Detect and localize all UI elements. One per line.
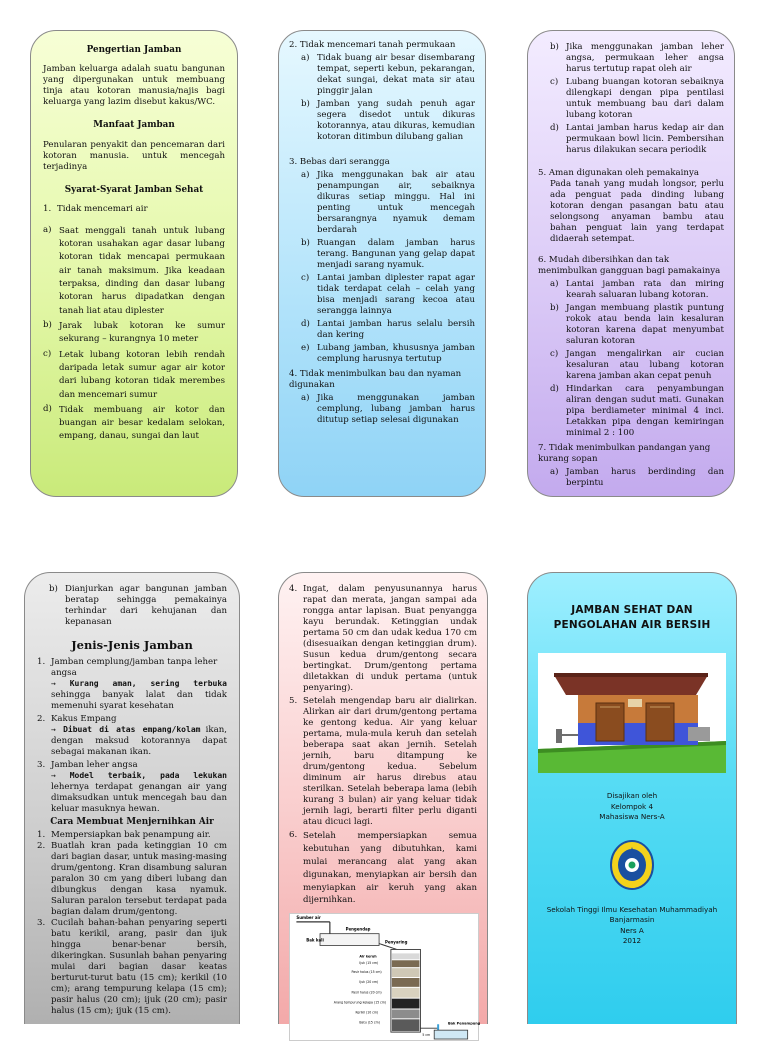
diagram-label: Air keruh xyxy=(359,954,377,959)
list-item: 3. Cucilah bahan-bahan penyaring seperti batu kerikil, arang, pasir dan ijuk hingga benar-benar bersih, dikeringkan. Susunlah bahan penyaring mulai dari bagian dasar keatas berturut-turut batu (15 cm); kerikil (10 cm); arang tempurung kelapa (15 cm); pasir halus (20 cm); ijuk (20 cm); pasir halus (15 cm); ijuk (15 cm). xyxy=(37,917,227,1016)
list-heading: 2. Tidak mencemari tanah permukaan xyxy=(289,40,456,50)
panel-syarat-lanjutan xyxy=(278,30,486,497)
list-item: 1. Jamban cemplung/jamban tanpa leher angsa xyxy=(37,656,218,678)
heading-syarat: Syarat-Syarat Jamban Sehat xyxy=(64,184,204,195)
panel-pengertian xyxy=(30,30,238,497)
list-item: b) Jarak lubak kotoran ke sumur sekurang – kurangnya 10 meter xyxy=(43,319,225,345)
list-item: a) Jika menggunakan bak air atau penampungan air, sebaiknya dikuras setiap minggu. Hal ini penting untuk mencegah bersarangnya nyamuk demam berdarah xyxy=(301,170,475,235)
list-note: → Kurang aman, sering terbuka sehingga banyak lalat dan tidak memenuhi syarat kesehatan xyxy=(51,678,227,711)
list-item: b) Jangan membuang plastik puntung rokok atau benda lain kesaluran kotoran karena dapat menyumbat saluran kotoran xyxy=(550,303,724,346)
presented-by: Disajikan oleh Kelompok 4 Mahasiswa Ners-A xyxy=(599,791,665,822)
panel-cara-lanjutan xyxy=(278,572,488,1038)
heading-pengertian: Pengertian Jamban xyxy=(86,45,182,55)
list-item: c) Lantai jamban diplester rapat agar tidak terdapat celah – celah yang bisa menjadi sarang kecoa atau serangga lainnya xyxy=(301,273,475,316)
list-item: a) Jika menggunakan jamban cemplung, lubang jamban harus ditutup setiap selesai digunakan xyxy=(301,393,475,425)
list-item: d) Tidak membuang air kotor dan buangan air besar kedalam selokan, empang, danau, sungai dan laut xyxy=(43,403,225,442)
panel-jenis-jamban xyxy=(24,572,240,1024)
heading-cara: Cara Membuat Menjernihkan Air xyxy=(50,816,214,827)
list-note: → Model terbaik, pada lekukan lehernya terdapat genangan air yang dimaksudkan untuk mencegah bau dan keluar masuknya hewan. xyxy=(51,770,227,814)
panel-cover xyxy=(527,572,737,1024)
list-item: 5. Setelah mengendap baru air dialirkan. Alirkan air dari drum/gentong pertama ke gentong kedua. Air yang keluar pertama, mula-mula keruh dan setelah beberapa saat akan jernih. Setelah jernih, baru ditampung ke drum/gentong kedua. Sebelum diminum air harus direbus atau sterilkan. Setelah beberapa lama (lebih kurang 3 bulan) air yang keluar tidak jernih lagi, berarti filter perlu diganti atau dicuci lagi. xyxy=(289,696,477,827)
list-item: 1. Tidak mencemari air xyxy=(43,203,148,214)
diagram-label: Arang tempurung kelapa (15 cm) xyxy=(333,1000,387,1005)
list-heading: 3. Bebas dari serangga xyxy=(289,157,390,167)
heading-manfaat: Manfaat Jamban xyxy=(93,120,175,131)
heading-jenis: Jenis-Jenis Jamban xyxy=(71,638,193,652)
list-item: a) Saat menggali tanah untuk lubang kotoran usahakan agar dasar lubang kotoran tidak mencapai permukaan air tanah maksimum. Jika keadaan terpaksa, dinding dan dasar lubang kotoran harus dipadatkan dengan tanah liat atau diplester xyxy=(43,224,225,316)
list-item: b) Jika menggunakan jamban leher angsa, permukaan leher angsa harus tertutup rapat oleh air xyxy=(550,42,724,74)
diagram-label: Pasir halus (20 cm) xyxy=(351,991,382,996)
list-item: b) Jamban yang sudah penuh agar segera disedot untuk dikuras kotorannya, atau dikuras, kemudian kotoran ditimbun dilubang galian xyxy=(301,99,475,142)
list-item: 2. Kakus Empang xyxy=(37,713,117,724)
list-item: a) Lantai jamban rata dan miring kearah saluaran lubang kotoran. xyxy=(550,279,724,300)
jamban-house-image xyxy=(538,653,726,773)
diagram-label: Penyaring xyxy=(384,939,408,945)
list-item: b) Ruangan dalam jamban harus terang. Bangunan yang gelap dapat menjadi sarang nyamuk. xyxy=(301,238,475,270)
list-heading: 5. Aman digunakan oleh pemakainya xyxy=(538,168,699,178)
university-logo-icon xyxy=(606,839,658,891)
list-item: 3. Jamban leher angsa xyxy=(37,759,138,770)
text-aman: Pada tanah yang mudah longsor, perlu ada penguat pada dinding lubang kotoran dengan pasangan batu atau selongsong anyaman bambu atau bahan penguat lain yang terdapat didaerah setempat. xyxy=(550,179,724,244)
list-item: d) Lantai jamban harus kedap air dan permukaan bowl licin. Pembersihan harus dilakukan secara periodik xyxy=(550,123,724,155)
list-item: b) Dianjurkan agar bangunan jamban beratap sehingga pemakainya terhindar dari kehujanan dan kepanasan xyxy=(49,584,227,627)
diagram-label: Pengendap xyxy=(345,927,371,933)
cover-title: JAMBAN SEHAT DAN PENGOLAHAN AIR BERSIH xyxy=(553,604,711,632)
list-item: a) Tidak buang air besar disembarang tempat, seperti kebun, pekarangan, dekat sungai, dekat mata sir atau pinggir jalan xyxy=(301,53,475,96)
list-item: d) Lantai jamban harus selalu bersih dan kering xyxy=(301,319,475,340)
list-item: 4. Ingat, dalam penyusunannya harus rapat dan merata, jangan sampai ada rongga antar lapisan. Buat penyangga kayu berundak. Ketinggian undak pertama 50 cm dan udak kedua 170 cm (disesuaikan dengan ketinggian drum). Susun kedua drum/gentong secara bertingkat. Drum/gentong pertama diletakkan di unduk pertama (untuk penyaring). xyxy=(289,584,477,693)
list-heading: 7. Tidak menimbulkan pandangan yang kurang sopan xyxy=(538,443,711,464)
diagram-label: Bak kali xyxy=(306,937,324,943)
list-item: c) Lubang buangan kotoran sebaiknya dilengkapi dengan pipa pentilasi untuk membuang bau dari dalam lubang kotoran xyxy=(550,77,724,120)
list-item: c) Jangan mengalirkan air cucian kesaluran atau lubang kotoran karena jamban akan cepat penuh xyxy=(550,349,724,381)
text-manfaat: Penularan penyakit dan pencemaran dari kotoran manusia. untuk mencegah terjadinya xyxy=(43,139,225,172)
text-pengertian: Jamban keluarga adalah suatu bangunan yang dipergunakan untuk membuang tinja atau kotoran manusia/najis bagi keluarga yang lazim disebut kakus/WC. xyxy=(43,64,225,108)
diagram-label: Pasir halus (15 cm) xyxy=(351,970,382,975)
institution: Sekolah Tinggi Ilmu Kesehatan Muhammadiyah Banjarmasin Ners A 2012 xyxy=(546,904,718,946)
panel-syarat-akhir xyxy=(527,30,735,497)
list-note: → Dibuat di atas empang/kolam ikan, dengan maksud kotorannya dapat sebagai makanan ikan. xyxy=(51,724,227,757)
list-item: e) Lubang jamban, khususnya jamban cemplung harusnya tertutup xyxy=(301,343,475,364)
diagram-label: 5 cm xyxy=(422,1033,431,1038)
diagram-label: Batu (15 cm) xyxy=(359,1020,380,1025)
list-item: a) Jamban harus berdinding dan berpintu xyxy=(550,467,724,488)
list-item: 6. Setelah mempersiapkan semua kebutuhan yang dibutuhkan, kami mulai merancang alat yang akan digunakan, menyiapkan air bersih dan menyiapkan air keruh yang akan dijernihkan. xyxy=(289,830,477,906)
list-heading: 4. Tidak menimbulkan bau dan nyaman digunakan xyxy=(289,369,462,390)
diagram-label: Ijuk (15 cm) xyxy=(359,961,379,966)
list-item: d) Hindarkan cara penyambungan aliran dengan sudut mati. Gunakan pipa berdiameter minimal 4 inci. Letakkan pipa dengan kemiringan minimal 2 : 100 xyxy=(550,384,724,438)
diagram-label: Kerikil (10 cm) xyxy=(355,1010,379,1015)
diagram-label: Bak Penampung xyxy=(447,1021,481,1026)
list-heading: 6. Mudah dibersihkan dan tak menimbulkan gangguan bagi pamakainya xyxy=(538,255,721,276)
list-item: 1. Mempersiapkan bak penampung air. xyxy=(37,829,211,840)
diagram-label: Sumber air xyxy=(296,915,321,921)
list-item: c) Letak lubang kotoran lebih rendah daripada letak sumur agar air kotor dari lubang kotoran tidak merembes dan mencemari sumur xyxy=(43,348,225,400)
list-item: 2. Buatlah kran pada ketinggian 10 cm dari bagian dasar, untuk masing-masing drum/gentong. Kran disambung saluran paralon 30 cm yang diberi lubang dan dibungkus dengan kasa nyamuk. Saluran paralon tersebut terdapat pada bagian dalam drum/gentong. xyxy=(37,840,227,917)
filter-diagram xyxy=(289,913,479,1041)
diagram-label: Ijuk (20 cm) xyxy=(359,980,379,985)
